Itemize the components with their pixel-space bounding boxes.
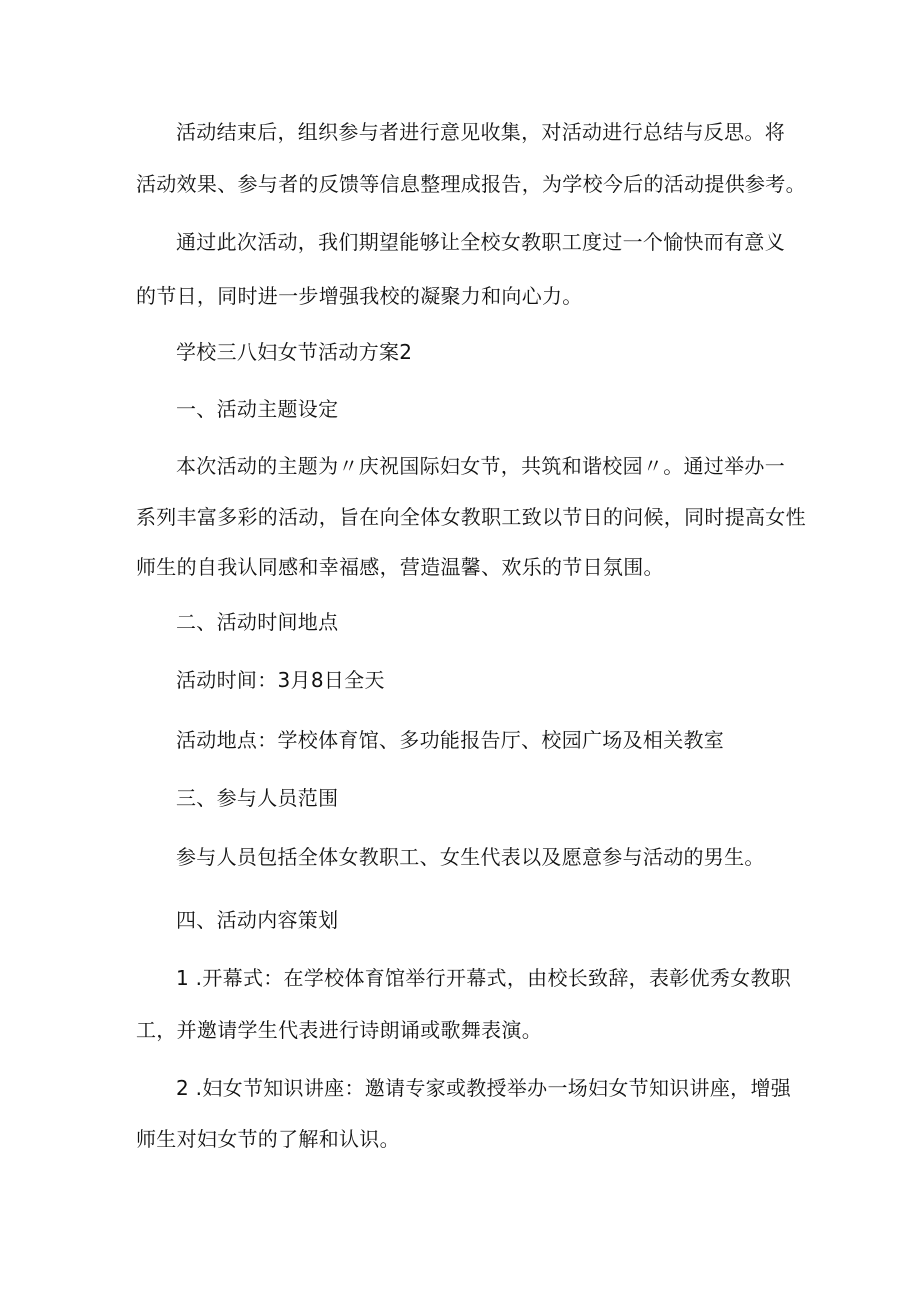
- text-line: 活动结束后，组织参与者进行意见收集，对活动进行总结与反思。将: [176, 120, 785, 144]
- text-line: 师生对妇女节的了解和认识。: [136, 1127, 400, 1151]
- activity-place: 活动地点：学校体育馆、多功能报告厅、校园广场及相关教室: [176, 728, 725, 752]
- text-line: 工，并邀请学生代表进行诗朗诵或歌舞表演。: [136, 1018, 542, 1042]
- section-heading-content: 四、活动内容策划: [176, 908, 339, 932]
- section-heading-time-place: 二、活动时间地点: [176, 610, 339, 634]
- text-line: 通过此次活动，我们期望能够让全校女教职工度过一个愉快而有意义: [176, 230, 785, 254]
- section-heading-participants: 三、参与人员范围: [176, 786, 339, 810]
- text-line: 的节日，同时进一步增强我校的凝聚力和向心力。: [136, 284, 583, 308]
- participants-text: 参与人员包括全体女教职工、女生代表以及愿意参与活动的男生。: [176, 845, 765, 869]
- text-line: 2 .妇女节知识讲座：邀请专家或教授举办一场妇女节知识讲座，增强: [176, 1076, 792, 1100]
- text-line: 1 .开幕式：在学校体育馆举行开幕式，由校长致辞，表彰优秀女教职: [176, 966, 792, 990]
- section-heading-theme: 一、活动主题设定: [176, 397, 339, 421]
- text-line: 本次活动的主题为〃庆祝国际妇女节，共筑和谐校园〃。通过举办一: [176, 454, 785, 478]
- plan-title: 学校三八妇女节活动方案2: [176, 340, 413, 364]
- text-line: 师生的自我认同感和幸福感，营造温馨、欢乐的节日氛围。: [136, 555, 664, 579]
- text-line: 系列丰富多彩的活动，旨在向全体女教职工致以节日的问候，同时提高女性: [136, 505, 806, 529]
- text-line: 活动效果、参与者的反馈等信息整理成报告，为学校今后的活动提供参考。: [136, 172, 806, 196]
- activity-time: 活动时间：3月8日全天: [176, 668, 385, 692]
